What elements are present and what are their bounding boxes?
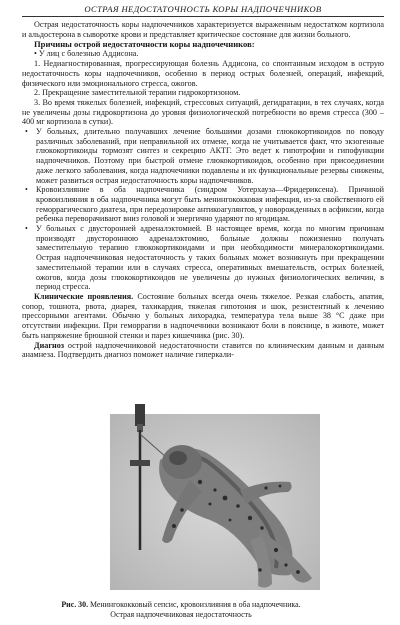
page (22, 4, 384, 360)
diagnosis-text: острой надпочечниковой недостаточности ставится по клиническим данным и данным анамнеза. Подтвердить диагноз поможет наличие гиперкали- (22, 340, 384, 360)
causes-heading: Причины острой недостаточности коры надпочечников: (34, 39, 255, 50)
figure-photo (90, 400, 330, 596)
bullet-hemorrhage: • Кровоизлияние в оба надпочечника (синдром Уотерхауза—Фридериксена). Причиной кровоизлияния в оба надпочечника могут быть менингококковая инфекция, из-за свойственного ей геморрагического диатеза, при передозировке антикоагулянтов, у новорожденных в асфиксии, когда ребенка переворачивают вниз головой и энергично ударяют по ягодицам. (22, 185, 384, 224)
figure-caption (0, 600, 362, 619)
clinical-label: Клинические проявления. (34, 291, 134, 301)
caption-text-1: Менингококковый сепсис, кровоизлияния в оба надпочечника. (88, 600, 301, 609)
caption-line-1 (0, 600, 362, 610)
clinical-paragraph (22, 292, 384, 341)
caption-line-2: Острая надпочечниковая недостаточность (110, 609, 252, 619)
diagnosis-paragraph (22, 341, 384, 360)
running-head: ОСТРАЯ НЕДОСТАТОЧНОСТЬ КОРЫ НАДПОЧЕЧНИКОВ (22, 4, 384, 17)
patient-photo-icon (90, 400, 330, 596)
diagnosis-label: Диагноз (34, 340, 65, 350)
caption-label: Рис. 30. (61, 600, 89, 609)
bullet-glucocorticoids: • У больных, длительно получавших лечение большими дозами глюкокортикоидов по поводу различных заболеваний, при неправильной их отмене, когда не учитывается факт, что экзогенные глюкокортикоиды тормозят синтез и секрецию АКТГ. Это ведет к гипотрофии и гипофункции надпочечников. Поэтому при быстрой отмене глюкокортикоидов, особенно при присоединении даже легкого заболевания, когда надпочечники подавлены и их функциональные резервы снижены, может развиться острая недостаточность коры надпочечников. (22, 127, 384, 185)
cause-item-1: 1. Недиагностированная, прогрессирующая болезнь Аддисона, со спонтанным исходом в острую недостаточность коры надпочечников, особенно в период острых болезней, операций, инфекций, физического или эмоционального стресса, ожогов. (22, 59, 384, 88)
cause-item-2: 2. Прекращение заместительной терапии гидрокортизоном. (34, 88, 241, 98)
intro-paragraph: Острая недостаточность коры надпочечников характеризуется выраженным недостатком кортизола и альдостерона в сыворотке крови и представляет критическое состояние для жизни больного. (22, 20, 384, 39)
clinical-text: Состояние больных всегда очень тяжелое. Резкая слабость, апатия, сопор, тошнота, рвота, диарея, тахикардия, тяжелая гипотония и шок, резистентный к лечению прессорными агентами. Обычно у больных лихорадка, температура тела выше 38 °С даже при отсутствии инфекции. При геморрагии в надпочечники возникают боли в пояснице, в животе, может быть напряжение брюшной стенки и парез кишечника (рис. 30). (22, 291, 384, 340)
bullet-adrenalectomy: • У больных с двусторонней адреналэктомией. В настоящее время, когда по многим причинам производят двустороннюю адреналэктомию, больные должны пожизненно получать заместительную терапию глюкокортикоидами и при необходимости минералокортикоидами. Острая надпочечниковая недостаточность у таких больных может возникнуть при прекращении заместительной терапии или в случаях стресса, оперативных вмешательств, острых болезней, ожогов, когда дозы глюкокортикоидов не увеличены до нужных физиологических величин, в период стресса. (22, 224, 384, 292)
cause-addison: • У лиц с болезнью Аддисона. (34, 49, 139, 59)
cause-item-3: 3. Во время тяжелых болезней, инфекций, стрессовых ситуаций, дегидратации, в тех случаях, когда не увеличены дозы гидрокортизона до уровня физиологической потребности во время стресса (300 – 400 мг кортизола в сутки). (22, 97, 384, 127)
